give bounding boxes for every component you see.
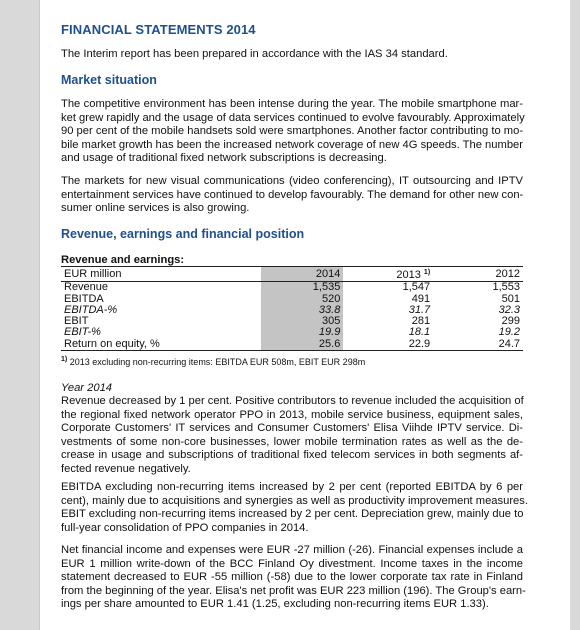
text-line: from the beginning of the year. Elisa's net profit was EUR 223 million (196). The Group's earn- bbox=[61, 584, 526, 597]
text-line: cent), mainly due to acquisitions and synergies as well as productivity improvement measures. bbox=[61, 494, 528, 507]
column-header-2013-label: 2013 bbox=[396, 269, 421, 281]
row-label: Return on equity, % bbox=[61, 339, 261, 351]
text-line: entertainment services have continued to develop favourably. The demand for other new con- bbox=[61, 188, 524, 201]
text-line: Corporate Customers' IT services and Consumer Customers' Elisa Viihde IPTV service. Di- bbox=[61, 422, 523, 435]
text-line: 90 per cent of the mobile handsets sold were smartphones. Another factor contributing to mo- bbox=[61, 125, 524, 138]
cell-2014: 1,535 bbox=[261, 282, 343, 294]
page-title: FINANCIAL STATEMENTS 2014 bbox=[61, 22, 256, 37]
revenue-section-heading: Revenue, earnings and financial position bbox=[61, 227, 305, 241]
text-line: bile market growth has been the increased network coverage of new 4G speeds. The number bbox=[61, 138, 523, 151]
row-label: EBITDA-% bbox=[64, 303, 118, 316]
text-line: EBITDA excluding non-recurring items increased by 2 per cent (reported EBITDA by 6 per bbox=[61, 481, 523, 493]
table-footnote bbox=[61, 356, 365, 367]
cell-2014: 33.8 bbox=[261, 305, 343, 316]
text-line: vestments of some non-core businesses, lower mobile termination rates as well as the de- bbox=[61, 435, 523, 448]
intro-line: The Interim report has been prepared in accordance with the IAS 34 standard. bbox=[61, 48, 448, 60]
column-header-eur-million: EUR million bbox=[61, 267, 261, 282]
column-header-2014: 2014 bbox=[261, 267, 343, 282]
cell-2014: 305 bbox=[261, 316, 343, 327]
column-header-2013 bbox=[343, 267, 433, 282]
year-subheading: Year 2014 bbox=[61, 382, 113, 394]
cell-2013: 1,547 bbox=[402, 281, 431, 294]
footnote-marker: 1) bbox=[423, 269, 431, 276]
financial-paragraph bbox=[61, 544, 526, 612]
text-line: The competitive environment has been intense during the year. The mobile smartphone mar- bbox=[61, 98, 523, 110]
text-line: crease in usage and subscriptions of traditional fixed telecom services in both segments af- bbox=[61, 449, 523, 462]
text-line: and usage of traditional fixed network subscriptions is decreasing. bbox=[61, 152, 387, 165]
column-header-2012: 2012 bbox=[433, 267, 523, 282]
cell-2013: 491 bbox=[411, 292, 431, 305]
market-paragraph-2 bbox=[61, 175, 523, 216]
revenue-paragraph bbox=[61, 395, 523, 477]
text-line: sumer online services is also growing. bbox=[61, 202, 250, 215]
revenue-earnings-table bbox=[61, 266, 523, 351]
text-line: Net financial income and expenses were EUR -27 million (-26). Financial expenses include a bbox=[61, 544, 523, 556]
market-situation-heading: Market situation bbox=[61, 73, 157, 87]
ebitda-paragraph bbox=[61, 481, 528, 535]
footnote-marker: 1) bbox=[61, 356, 68, 363]
cell-2014: 25.6 bbox=[261, 339, 343, 351]
row-label: EBIT-% bbox=[64, 326, 101, 339]
table-header-row bbox=[61, 267, 523, 282]
table-row-return-on-equity bbox=[61, 339, 523, 351]
text-line: the regional fixed network operator PPO in 2013, mobile service business, equipment sales, bbox=[61, 408, 523, 421]
text-line: full-year consolidation of PPO companies in 2014. bbox=[61, 521, 309, 534]
market-paragraph-1 bbox=[61, 98, 523, 166]
cell-2014: 520 bbox=[261, 294, 343, 305]
document-page bbox=[40, 0, 570, 630]
cell-2013: 281 bbox=[411, 315, 431, 328]
text-line: fected revenue negatively. bbox=[61, 462, 191, 475]
table-title: Revenue and earnings: bbox=[61, 254, 185, 266]
row-label: EBIT bbox=[64, 315, 89, 328]
text-line: EUR 1 million write-down of the BCC Finland Oy divestment. Income taxes in the income bbox=[61, 557, 523, 570]
text-line: ket grew rapidly and the usage of data services continued to evolve favourably. Approximately bbox=[61, 111, 525, 124]
cell-2013: 18.1 bbox=[408, 326, 431, 339]
intro-paragraph bbox=[61, 48, 523, 62]
cell-2013: 22.9 bbox=[343, 339, 433, 351]
text-line: The markets for new visual communications (video conferencing), IT outsourcing and IPTV bbox=[61, 175, 523, 187]
cell-2012: 501 bbox=[501, 292, 520, 305]
text-line: ings per share amounted to EUR 1.41 (1.25, excluding non-recurring items EUR 1.33). bbox=[61, 598, 489, 611]
cell-2012: 19.2 bbox=[498, 326, 520, 339]
text-line: statement decreased to EUR -55 million (-58) due to the lower corporate tax rate in Finland bbox=[61, 571, 523, 584]
footnote-text: 2013 excluding non-recurring items: EBITDA EUR 508m, EBIT EUR 298m bbox=[67, 357, 366, 367]
table-row-ebitda bbox=[61, 294, 523, 305]
cell-2012: 299 bbox=[501, 315, 520, 328]
row-label: Revenue bbox=[64, 281, 109, 294]
cell-2012: 32.3 bbox=[498, 303, 520, 316]
table-row-revenue bbox=[61, 282, 523, 294]
cell-2014: 19.9 bbox=[261, 327, 343, 338]
text-line: Revenue decreased by 1 per cent. Positive contributors to revenue included the acquisition of bbox=[61, 395, 524, 407]
cell-2012: 24.7 bbox=[433, 339, 523, 351]
cell-2012: 1,553 bbox=[492, 281, 520, 294]
table-row-ebitda-percent bbox=[61, 305, 523, 316]
text-line: EBIT excluding non-recurring items increased by 2 per cent. Depreciation grew, mainly due to bbox=[61, 508, 524, 521]
row-label: EBITDA bbox=[64, 292, 104, 305]
cell-2013: 31.7 bbox=[408, 303, 431, 316]
table-row-ebit bbox=[61, 316, 523, 327]
